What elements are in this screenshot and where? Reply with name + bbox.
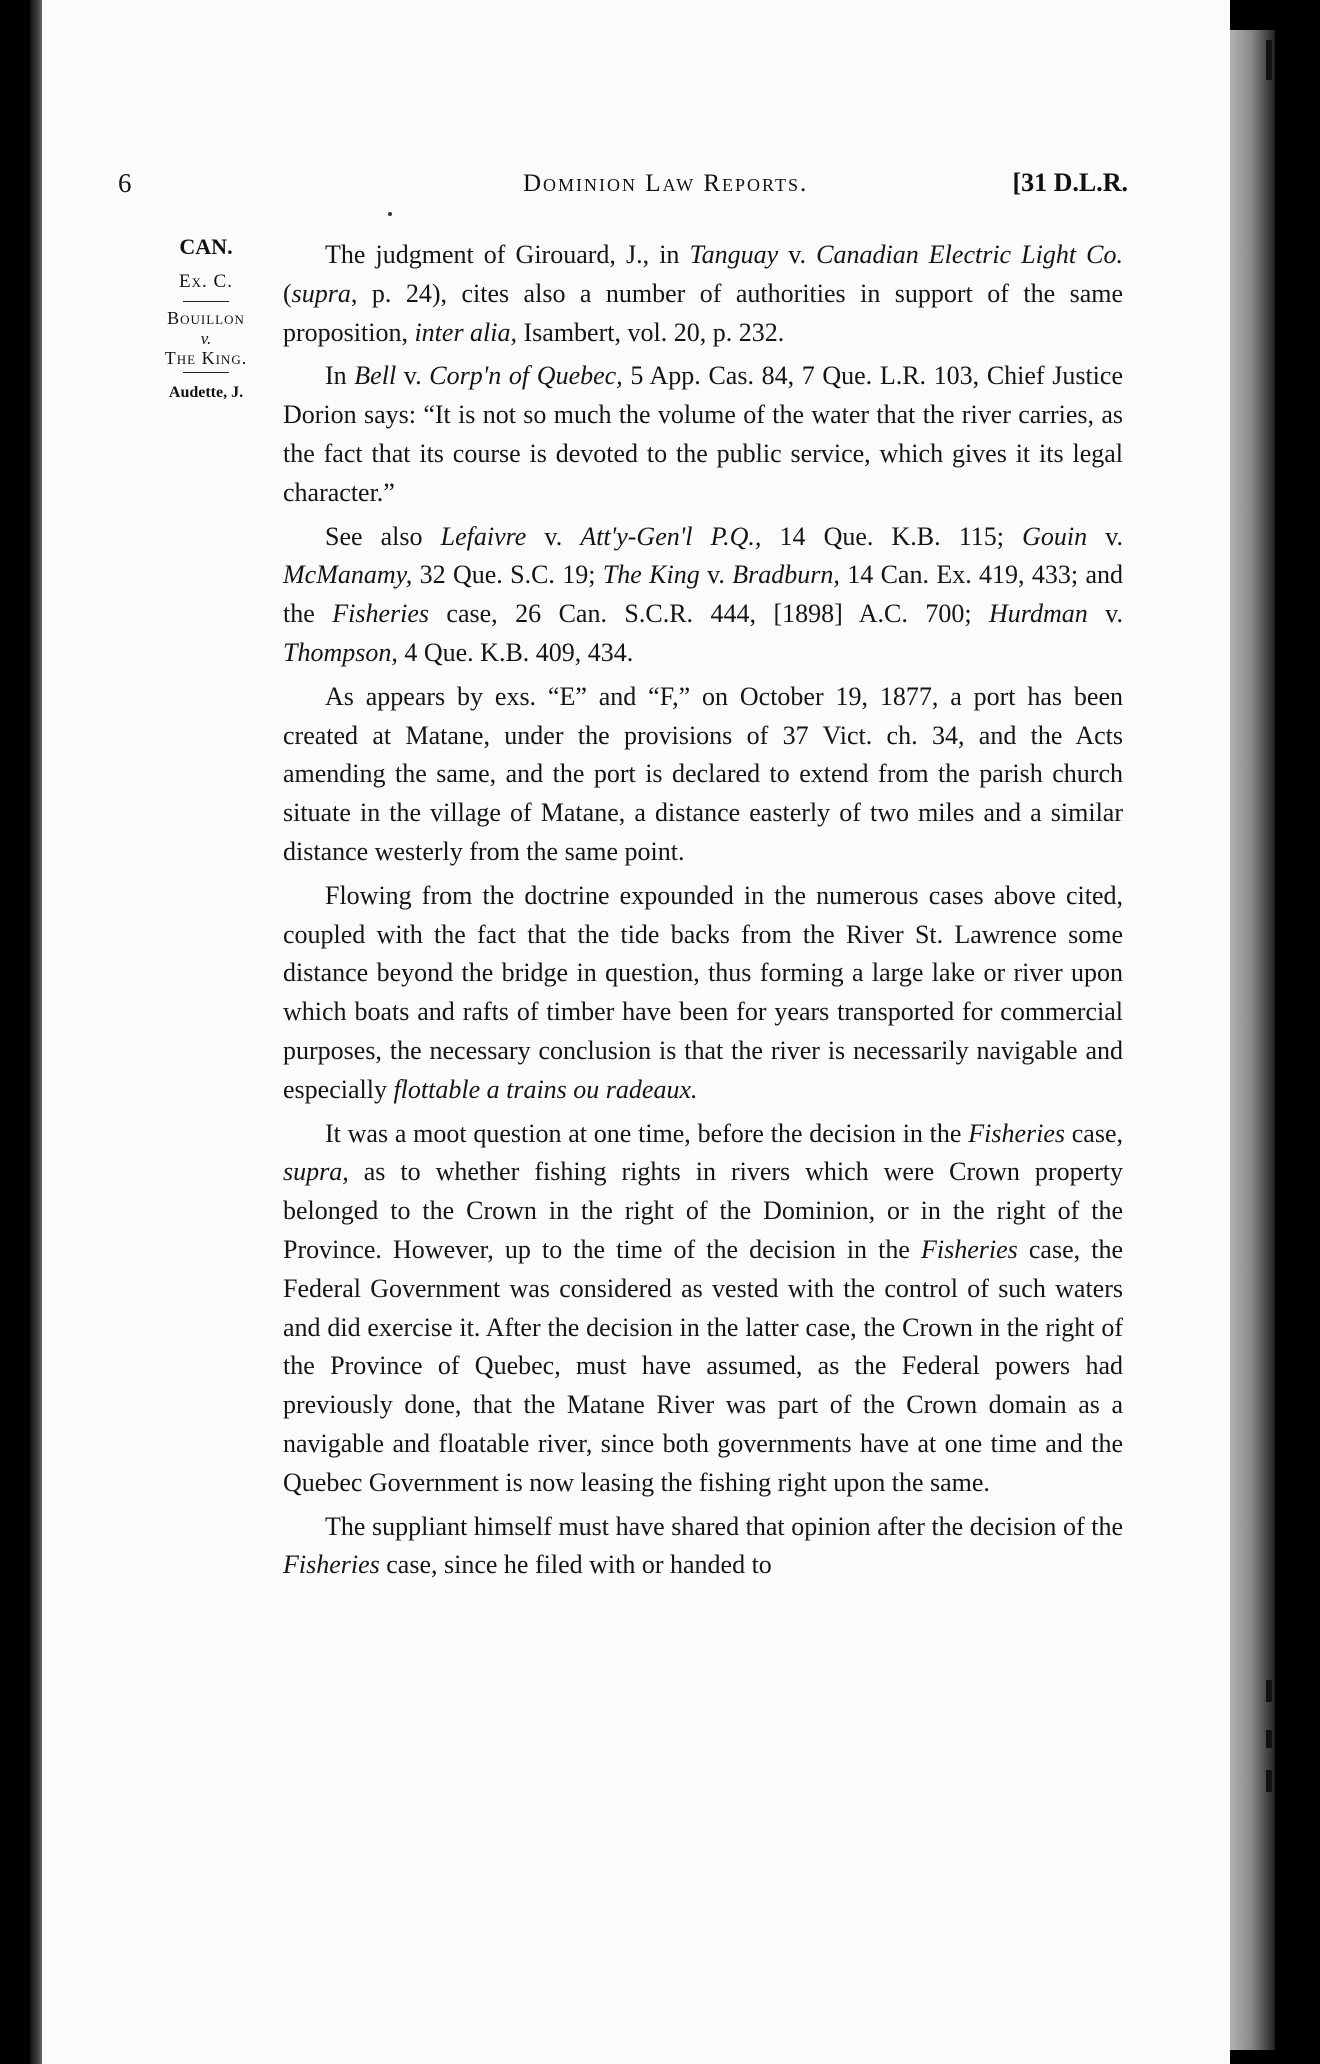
- print-speck: [388, 212, 392, 216]
- italic-text-run: Bradburn,: [732, 560, 840, 590]
- text-run: In: [325, 361, 355, 391]
- italic-text-run: Corp'n of Quebec,: [429, 361, 623, 391]
- text-run: 14 Que. K.B. 115;: [761, 521, 1023, 551]
- italic-text-run: Gouin: [1022, 521, 1088, 551]
- italic-text-run: Thompson,: [283, 637, 398, 667]
- text-run: v.: [526, 521, 581, 551]
- text-run: (: [283, 278, 292, 308]
- italic-text-run: Lefaivre: [440, 521, 527, 551]
- text-run: , p. 24), cites also a number of authorities in support of the same proposition,: [283, 278, 1123, 347]
- text-run: v.: [396, 361, 430, 391]
- margin-defendant: The King.: [164, 348, 248, 368]
- text-run: Isambert, vol. 20, p. 232.: [517, 317, 785, 347]
- margin-rule: [183, 372, 229, 373]
- italic-text-run: Fisheries: [968, 1118, 1065, 1148]
- text-run: v.: [1087, 521, 1124, 551]
- margin-court: Ex. C.: [179, 271, 233, 292]
- text-run: v.: [699, 560, 733, 590]
- paragraph: [283, 518, 1123, 673]
- text-run: case,: [1064, 1118, 1123, 1148]
- text-run: As appears by exs. “E” and “F,” on October 19, 1877, a port has been created at Matane, under the provisions of 37 Vict. ch. 34, and the Acts amending the same, and the port is declared to extend from the parish church situate in the village of Matane, a distance easterly of two miles and a similar distance westerly from the same point.: [283, 681, 1123, 866]
- volume-citation: [31 D.L.R.: [1012, 168, 1128, 197]
- italic-text-run: Fisheries: [283, 1550, 380, 1580]
- italic-text-run: supra: [291, 278, 351, 308]
- text-run: Flowing from the doctrine expounded in the numerous cases above cited, coupled with the fact that the tide backs from the River St. Lawrence some distance beyond the bridge in question, thus forming a large lake or river upon which boats and rafts of timber have been for years transported for commercial purposes, the necessary conclusion is that the river is necessarily navigable and especially: [283, 880, 1123, 1104]
- paragraph: [283, 1115, 1123, 1503]
- paragraph: [283, 1508, 1123, 1586]
- text-run: as to whether fishing rights in rivers which were Crown property belonged to the Crown in the right of the Dominion, or in the right of the Province. However, up to the time of the decision in the: [283, 1157, 1123, 1264]
- italic-text-run: Att'y-Gen'l P.Q.,: [580, 521, 762, 551]
- text-run: 14 Can. Ex. 419, 433; and the: [283, 560, 1124, 629]
- text-run: case, 26 Can. S.C.R. 444, [1898] A.C. 700;: [428, 599, 990, 629]
- margin-jurisdiction: CAN.: [179, 234, 233, 259]
- paragraph: [283, 236, 1123, 352]
- edge-mark: [1266, 1680, 1272, 1702]
- italic-text-run: McManamy,: [283, 560, 413, 590]
- italic-text-run: Bell: [354, 361, 397, 391]
- paragraph: [283, 678, 1123, 872]
- italic-text-run: Canadian Electric Light Co.: [816, 240, 1124, 269]
- text-run: The judgment of Girouard, J., in: [325, 240, 690, 269]
- italic-text-run: supra,: [283, 1157, 349, 1187]
- report-title: Dominion Law Reports.: [523, 170, 809, 197]
- italic-text-run: Fisheries: [921, 1234, 1018, 1264]
- text-run: case, the Federal Government was considered as vested with the control of such waters and did exercise it. After the decision in the latter case, the Crown in the right of the Province of Quebec, must have assumed, as the Federal powers had previously done, that the Matane River was part of the Crown domain as a navigable and floatable river, since both governments have at one time and the Quebec Government is now leasing the fishing right upon the same.: [283, 1234, 1123, 1497]
- italic-text-run: inter alia,: [414, 317, 518, 347]
- paragraph: [283, 877, 1123, 1110]
- margin-versus: v.: [200, 329, 212, 348]
- page-number: 6: [118, 168, 132, 198]
- judgment-text: [283, 236, 1123, 1585]
- margin-case-note: [140, 236, 272, 401]
- text-run: case, since he filed with or handed to: [379, 1550, 772, 1580]
- text-run: v.: [1087, 599, 1123, 629]
- italic-text-run: flottable a trains ou radeaux.: [393, 1074, 698, 1104]
- margin-judge: Audette, J.: [168, 384, 244, 401]
- edge-mark: [1266, 40, 1272, 80]
- text-run: 5 App. Cas. 84, 7 Que. L.R. 103, Chief Justice Dorion says: “It is not so much the volume of the water that the river carries, as the fact that its course is devoted to the public service, which gives it its legal character.”: [283, 361, 1123, 507]
- italic-text-run: Hurdman: [989, 599, 1088, 629]
- italic-text-run: Fisheries: [332, 599, 429, 629]
- edge-mark: [1266, 1770, 1272, 1792]
- text-run: v.: [778, 240, 817, 269]
- margin-rule: [183, 301, 229, 302]
- text-run: It was a moot question at one time, before the decision in the: [325, 1118, 969, 1148]
- margin-plaintiff: Bouillon: [167, 308, 245, 328]
- paragraph: [283, 357, 1123, 512]
- edge-mark: [1266, 1730, 1272, 1748]
- italic-text-run: The King: [602, 560, 700, 590]
- text-run: See also: [325, 521, 441, 551]
- text-run: 4 Que. K.B. 409, 434.: [397, 637, 634, 667]
- italic-text-run: Tanguay: [689, 240, 779, 269]
- text-run: 32 Que. S.C. 19;: [412, 560, 603, 590]
- running-head: [118, 168, 1128, 208]
- text-run: The suppliant himself must have shared that opinion after the decision of the: [325, 1511, 1123, 1541]
